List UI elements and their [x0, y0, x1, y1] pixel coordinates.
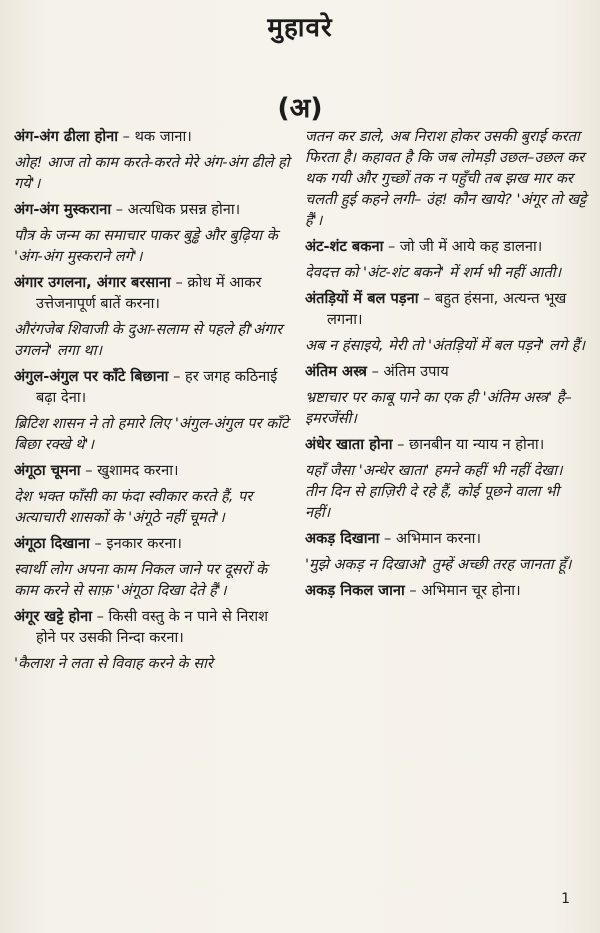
page-title: मुहावरे [267, 13, 333, 43]
idiom-term: अंगूर खट्टे होना [14, 608, 92, 625]
idiom-meaning: – छानबीन या न्याय न होना। [392, 436, 545, 453]
idiom-entry [305, 434, 587, 455]
idiom-meaning: – अंतिम उपाय [366, 363, 449, 380]
idiom-entry [305, 288, 587, 330]
idiom-example: 'कैलाश ने लता से विवाह करने के सारे [14, 655, 213, 672]
idiom-meaning: – हर जगह कठिनाई बढ़ा देना। [36, 368, 278, 406]
idiom-term: अंगूठा चूमना [14, 462, 81, 479]
idiom-entry [14, 460, 292, 481]
right-column [305, 126, 587, 606]
idiom-term: अकड़ निकल जाना [305, 582, 405, 599]
page-number: 1 [561, 891, 570, 907]
left-column [14, 126, 292, 679]
idiom-meaning: – अभिमान करना। [379, 530, 481, 547]
idiom-entry [305, 236, 587, 257]
idiom-term: अंगुल-अंगुल पर काँटे बिछाना [14, 368, 169, 385]
idiom-example: देवदत्त को 'अंट-शंट बकने' में शर्म भी नहीं आती। [305, 264, 562, 281]
idiom-meaning: – जो जी में आये कह डालना। [383, 238, 543, 255]
idiom-term: अंग-अंग ढीला होना [14, 128, 119, 145]
idiom-example: स्वार्थी लोग अपना काम निकल जाने पर दूसरों के काम करने से साफ़ 'अंगूठा दिखा देते हैं'। [14, 561, 268, 599]
idiom-example: 'मुझे अकड़ न दिखाओ' तुम्हें अच्छी तरह जानता हूँ। [305, 556, 572, 573]
idiom-term: अंतड़ियों में बल पड़ना [305, 290, 419, 307]
idiom-meaning: – अत्यधिक प्रसन्न होना। [111, 201, 241, 218]
idiom-example: यहाँ जैसा 'अन्धेर खाता' हमने कहीं भी नहीं देखा। तीन दिन से हाज़िरी दे रहे हैं, कोई पूछने वाला भी नहीं। [305, 462, 563, 521]
idiom-example: औरंगजेब शिवाजी के दुआ-सलाम से पहले ही'अंगार उगलने' लगा था। [14, 321, 283, 359]
idiom-meaning: – अभिमान चूर होना। [404, 582, 521, 599]
idiom-example: भ्रष्टाचार पर काबू पाने का एक ही 'अंतिम अस्त्र' है– इमरजेंसी। [305, 389, 572, 427]
idiom-example: ब्रिटिश शासन ने तो हमारे लिए 'अंगुल-अंगुल पर काँटे बिछा रक्खे थे'। [14, 415, 289, 453]
idiom-entry [305, 528, 587, 549]
idiom-entry [14, 126, 292, 147]
idiom-term: अंगार उगलना, अंगार बरसाना [14, 274, 171, 291]
idiom-example: देश भक्त फाँसी का फंदा स्वीकार करते हैं, पर अत्याचारी शासकों के 'अंगूठे नहीं चूमते'। [14, 488, 253, 526]
idiom-term: अंधेर खाता होना [305, 436, 393, 453]
idiom-entry [14, 199, 292, 220]
idiom-term: अंग-अंग मुस्कराना [14, 201, 112, 218]
idiom-meaning: – थक जाना। [118, 128, 192, 145]
idiom-term: अंगूठा दिखाना [14, 535, 90, 552]
idiom-meaning: – बहुत हंसना, अत्यन्त भूख लगना। [327, 290, 567, 328]
idiom-meaning: – किसी वस्तु के न पाने से निराश होने पर उसकी निन्दा करना। [36, 608, 269, 646]
idiom-meaning: – इनकार करना। [89, 535, 182, 552]
idiom-entry [14, 533, 292, 554]
idiom-example: अब न हंसाइये, मेरी तो 'अंतड़ियों में बल पड़ने' लगे हैं। [305, 337, 586, 354]
idiom-term: अकड़ दिखाना [305, 530, 380, 547]
idiom-entry [305, 580, 587, 601]
idiom-entry [14, 366, 292, 408]
idiom-term: अंतिम अस्त्र [305, 363, 367, 380]
idiom-entry [14, 272, 292, 314]
idiom-term: अंट-शंट बकना [305, 238, 384, 255]
idiom-entry [305, 361, 587, 382]
section-heading: (अ) [277, 93, 323, 124]
idiom-example: जतन कर डाले, अब निराश होकर उसकी बुराई करता फिरता है। कहावत है कि जब लोमड़ी उछल–उछल कर थक गयी और गुच्छों तक न पहुँची तब झख मार कर चलती हुई कहने लगी– उंह! कौन खाये? 'अंगूर तो खट्टे हैं'। [305, 128, 587, 229]
idiom-example: पौत्र के जन्म का समाचार पाकर बुड्ढे और बुढ़िया के 'अंग-अंग मुस्कराने लगे'। [14, 227, 278, 265]
idiom-example: ओह! आज तो काम करते-करते मेरे अंग-अंग ढीले हो गये'। [14, 154, 290, 192]
idiom-meaning: – क्रोध में आकर उत्तेजनापूर्ण बातें करना। [36, 274, 262, 312]
idiom-meaning: – खुशामद करना। [80, 462, 179, 479]
idiom-entry [14, 606, 292, 648]
